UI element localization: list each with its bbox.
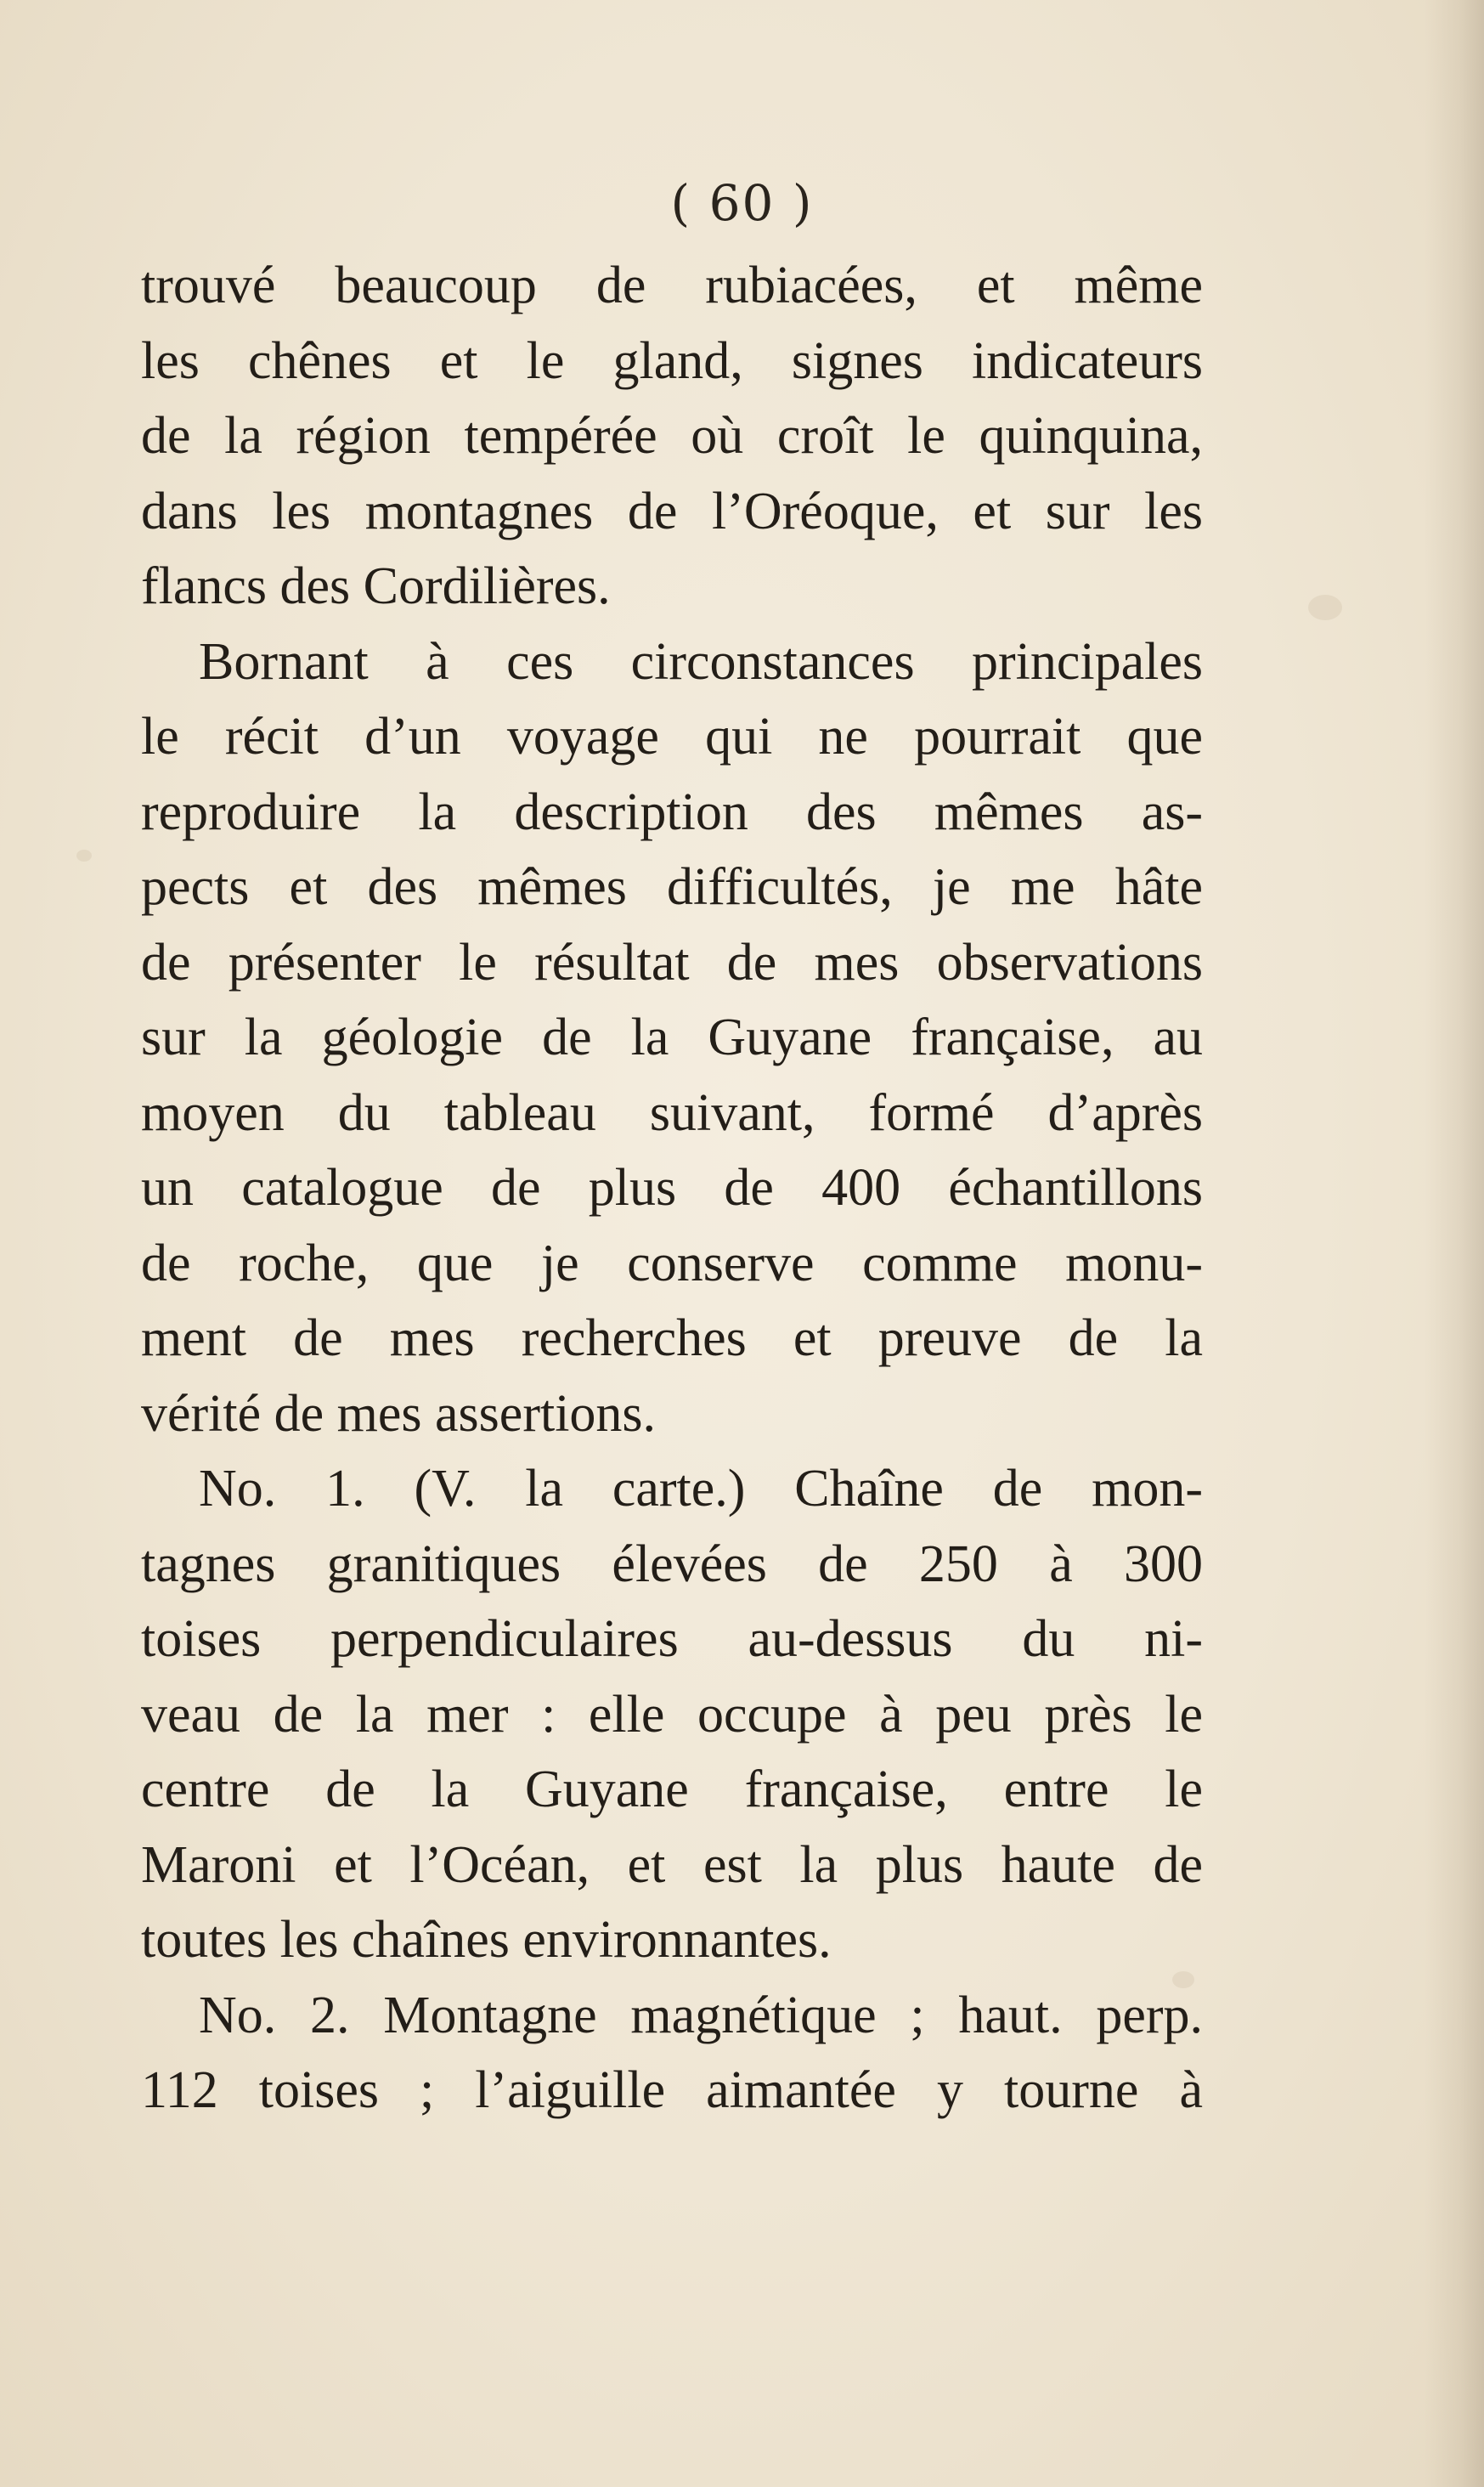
paper-stain [76,850,92,862]
text-line: Maroni et l’Océan, et est la plus haute de [141,1835,1203,1894]
text-line: de roche, que je conserve comme monu- [141,1234,1203,1292]
body-text [141,248,1203,2128]
text-line: un catalogue de plus de 400 échantillons [141,1159,1203,1217]
text-line: trouvé beaucoup de rubiacées, et même [141,257,1203,314]
text-line: de la région tempérée où croît le quinquina, [141,407,1203,465]
page-edge-shadow [1425,0,1484,2487]
text-line: toises perpendiculaires au-dessus du ni- [141,1610,1203,1668]
text-line: moyen du tableau suivant, formé d’après [141,1083,1203,1142]
text-line: No. 1. (V. la carte.) Chaîne de mon- [199,1460,1203,1518]
text-line: dans les montagnes de l’Oréoque, et sur les [141,482,1203,540]
page-number: ( 60 ) [670,174,814,232]
text-line: le récit d’un voyage qui ne pourrait que [141,708,1203,766]
text-line: reproduire la description des mêmes as- [141,783,1203,841]
text-line: de présenter le résultat de mes observations [141,933,1203,992]
text-line: No. 2. Montagne magnétique ; haut. perp. [199,1986,1203,2044]
paper-stain [1308,595,1342,620]
text-line: ment de mes recherches et preuve de la [141,1309,1203,1367]
text-line: Bornant à ces circonstances principales [199,632,1203,691]
text-line: vérité de mes assertions. [141,1384,657,1443]
text-line: veau de la mer : elle occupe à peu près le [141,1685,1203,1744]
text-line: les chênes et le gland, signes indicateurs [141,331,1203,390]
text-line: flancs des Cordilières. [141,557,611,615]
text-line: sur la géologie de la Guyane française, au [141,1009,1203,1066]
text-line: pects et des mêmes difficultés, je me hâte [141,858,1203,916]
text-line: centre de la Guyane française, entre le [141,1761,1203,1818]
text-line: 112 toises ; l’aiguille aimantée y tourne à [141,2061,1203,2119]
text-line: tagnes granitiques élevées de 250 à 300 [141,1535,1203,1593]
text-line: toutes les chaînes environnantes. [141,1911,832,1969]
